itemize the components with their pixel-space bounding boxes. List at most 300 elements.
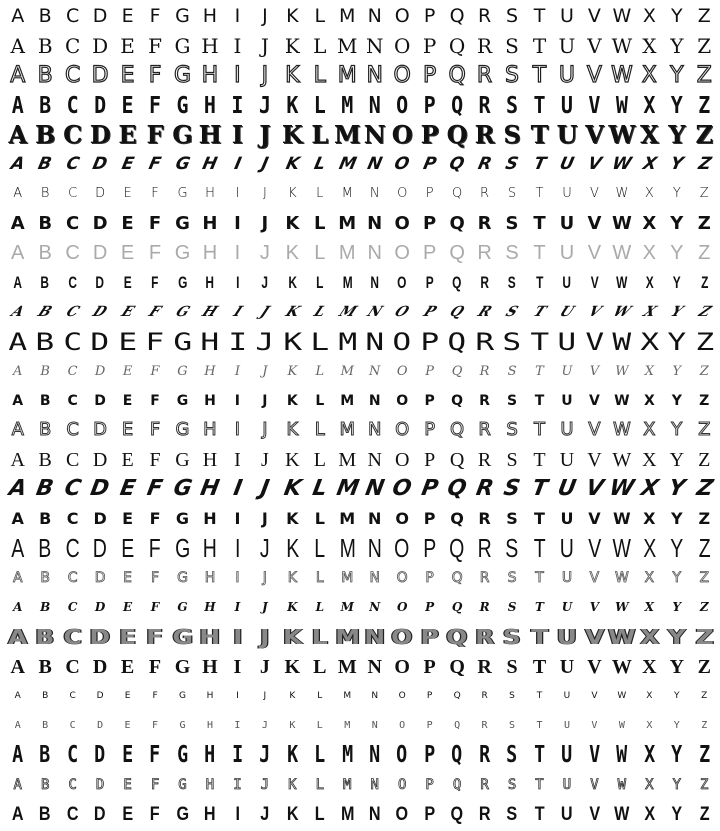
glyph-u: U <box>562 186 572 202</box>
glyph-n: N <box>370 273 380 293</box>
glyph-d: D <box>89 625 111 650</box>
glyph-i: I <box>228 327 247 356</box>
glyph-d: D <box>94 741 106 768</box>
glyph-b: B <box>38 533 52 564</box>
glyph-u: U <box>561 741 573 768</box>
glyph-j: J <box>259 119 271 149</box>
glyph-k: K <box>283 153 302 174</box>
glyph-a: A <box>10 655 25 678</box>
glyph-o: O <box>396 91 409 120</box>
glyph-p: P <box>425 569 434 586</box>
glyph-s: S <box>506 419 518 441</box>
glyph-l: L <box>314 242 326 265</box>
glyph-o: O <box>399 719 406 731</box>
glyph-f: F <box>148 212 162 234</box>
glyph-e: E <box>121 212 134 234</box>
glyph-c: C <box>66 419 79 441</box>
glyph-z: Z <box>697 34 712 59</box>
glyph-c: C <box>65 242 80 265</box>
glyph-t: T <box>536 690 543 701</box>
glyph-q: Q <box>451 363 463 379</box>
glyph-t: T <box>530 327 549 356</box>
glyph-s: S <box>507 600 517 615</box>
glyph-p: P <box>423 508 436 528</box>
font-sample-row <box>4 563 718 593</box>
glyph-j: J <box>261 273 269 293</box>
glyph-c: C <box>67 741 79 768</box>
glyph-t: T <box>530 625 549 650</box>
glyph-w: W <box>616 741 628 768</box>
glyph-s: S <box>506 91 519 120</box>
glyph-b: B <box>39 741 51 768</box>
glyph-b: B <box>40 600 51 615</box>
glyph-w: W <box>616 273 628 293</box>
glyph-r: R <box>478 419 491 441</box>
glyph-g: G <box>176 392 189 409</box>
glyph-y: Y <box>670 533 684 564</box>
glyph-h: H <box>199 625 221 650</box>
glyph-j: J <box>258 476 272 502</box>
glyph-z: Z <box>698 741 710 768</box>
glyph-y: Y <box>672 186 681 202</box>
glyph-r: R <box>476 62 493 88</box>
glyph-t: T <box>535 186 544 202</box>
glyph-x: X <box>644 569 655 586</box>
glyph-x: X <box>639 625 659 650</box>
glyph-n: N <box>368 508 382 528</box>
glyph-p: P <box>424 803 436 825</box>
glyph-h: H <box>200 327 220 356</box>
glyph-c: C <box>66 803 79 825</box>
glyph-s: S <box>509 719 516 731</box>
glyph-e: E <box>121 448 134 471</box>
glyph-b: B <box>38 242 52 265</box>
glyph-q: Q <box>450 508 464 528</box>
glyph-p: P <box>424 419 436 441</box>
glyph-v: V <box>585 153 604 174</box>
glyph-w: W <box>610 153 634 174</box>
glyph-e: E <box>121 419 134 441</box>
glyph-s: S <box>503 625 522 650</box>
glyph-o: O <box>394 5 410 28</box>
glyph-i: I <box>232 153 243 174</box>
glyph-f: F <box>149 741 161 768</box>
glyph-n: N <box>368 91 381 120</box>
glyph-x: X <box>644 186 654 202</box>
glyph-t: T <box>533 242 546 265</box>
glyph-q: Q <box>449 242 465 265</box>
glyph-h: H <box>205 776 215 793</box>
glyph-u: U <box>561 600 573 615</box>
glyph-q: Q <box>447 304 467 321</box>
glyph-w: W <box>610 304 634 321</box>
glyph-o: O <box>395 508 409 528</box>
glyph-h: H <box>203 419 217 441</box>
glyph-l: L <box>314 803 325 825</box>
glyph-z: Z <box>694 476 715 502</box>
glyph-i: I <box>233 34 242 59</box>
glyph-s: S <box>506 448 518 471</box>
glyph-p: P <box>422 242 437 265</box>
glyph-n: N <box>367 448 382 471</box>
glyph-u: U <box>561 392 573 409</box>
glyph-s: S <box>506 655 518 678</box>
glyph-s: S <box>505 62 520 88</box>
glyph-f: F <box>148 34 162 59</box>
glyph-p: P <box>419 476 440 502</box>
glyph-q: Q <box>451 91 464 120</box>
glyph-j: J <box>257 304 272 321</box>
glyph-d: D <box>91 62 109 88</box>
glyph-a: A <box>10 448 25 471</box>
glyph-a: A <box>11 803 24 825</box>
glyph-e: E <box>117 476 138 502</box>
glyph-c: C <box>64 34 81 59</box>
glyph-a: A <box>10 62 26 88</box>
glyph-a: A <box>8 327 28 356</box>
glyph-k: K <box>289 690 296 701</box>
glyph-h: H <box>202 242 218 265</box>
glyph-b: B <box>42 690 49 701</box>
glyph-k: K <box>288 776 297 793</box>
glyph-b: B <box>39 91 52 120</box>
glyph-y: Y <box>671 741 683 768</box>
glyph-p: P <box>424 392 435 409</box>
glyph-w: W <box>617 690 627 701</box>
glyph-d: D <box>89 119 111 149</box>
glyph-o: O <box>392 153 412 174</box>
glyph-r: R <box>478 508 491 528</box>
glyph-k: K <box>286 419 299 441</box>
glyph-v: V <box>587 34 602 59</box>
glyph-i: I <box>230 304 245 321</box>
glyph-k: K <box>286 5 299 28</box>
glyph-z: Z <box>699 569 710 586</box>
glyph-n: N <box>365 34 384 59</box>
glyph-v: V <box>589 569 600 586</box>
glyph-e: E <box>122 600 133 615</box>
glyph-h: H <box>204 600 216 615</box>
glyph-q: Q <box>449 533 465 564</box>
glyph-h: H <box>199 304 221 321</box>
glyph-u: U <box>559 242 575 265</box>
glyph-z: Z <box>701 719 708 731</box>
font-sample-row <box>4 209 718 239</box>
glyph-m: M <box>338 212 357 234</box>
glyph-q: Q <box>451 600 463 615</box>
glyph-b: B <box>39 392 51 409</box>
glyph-o: O <box>391 625 413 650</box>
glyph-a: A <box>14 690 21 701</box>
glyph-n: N <box>368 392 381 409</box>
glyph-h: H <box>204 803 216 825</box>
glyph-g: G <box>177 569 188 586</box>
glyph-j: J <box>260 776 270 793</box>
glyph-a: A <box>11 242 25 265</box>
glyph-h: H <box>200 153 220 174</box>
glyph-k: K <box>284 655 301 678</box>
glyph-h: H <box>203 508 217 528</box>
glyph-s: S <box>507 776 517 793</box>
glyph-u: U <box>561 569 573 586</box>
glyph-o: O <box>390 476 414 502</box>
glyph-i: I <box>231 119 244 149</box>
glyph-e: E <box>124 690 131 701</box>
glyph-g: G <box>177 600 188 615</box>
glyph-g: G <box>174 242 191 265</box>
glyph-x: X <box>645 273 654 293</box>
glyph-a: A <box>8 304 27 321</box>
glyph-x: X <box>644 600 654 615</box>
glyph-p: P <box>420 625 439 650</box>
glyph-k: K <box>285 533 299 564</box>
glyph-o: O <box>396 392 409 409</box>
glyph-u: U <box>557 304 577 321</box>
glyph-d: D <box>92 242 108 265</box>
glyph-u: U <box>556 119 578 149</box>
glyph-z: Z <box>696 62 712 88</box>
glyph-c: C <box>68 186 78 202</box>
glyph-d: D <box>92 212 108 234</box>
glyph-i: I <box>234 392 241 409</box>
glyph-u: U <box>563 719 570 731</box>
font-sample-row <box>4 2 718 32</box>
font-sample-row <box>4 799 718 829</box>
glyph-o: O <box>395 803 409 825</box>
glyph-d: D <box>88 476 112 502</box>
glyph-n: N <box>364 625 386 650</box>
glyph-v: V <box>590 776 599 793</box>
glyph-k: K <box>286 91 299 120</box>
glyph-p: P <box>420 119 439 149</box>
glyph-w: W <box>615 186 629 202</box>
glyph-i: I <box>236 690 239 701</box>
glyph-m: M <box>341 569 354 586</box>
glyph-m: M <box>337 62 357 88</box>
glyph-v: V <box>591 690 598 701</box>
glyph-h: H <box>202 5 218 28</box>
font-sample-row <box>4 652 718 682</box>
glyph-l: L <box>313 448 326 471</box>
glyph-m: M <box>344 719 351 731</box>
glyph-q: Q <box>447 153 467 174</box>
glyph-y: Y <box>671 419 683 441</box>
glyph-r: R <box>475 153 494 174</box>
glyph-u: U <box>558 153 577 174</box>
glyph-i: I <box>235 273 240 293</box>
glyph-l: L <box>314 5 326 28</box>
glyph-r: R <box>479 363 490 379</box>
glyph-d: D <box>90 327 110 356</box>
glyph-m: M <box>341 741 353 768</box>
glyph-c: C <box>65 448 80 471</box>
glyph-y: Y <box>671 803 683 825</box>
glyph-e: E <box>124 719 131 731</box>
glyph-e: E <box>121 533 135 564</box>
glyph-t: T <box>530 304 549 321</box>
glyph-a: A <box>10 34 25 59</box>
glyph-u: U <box>559 533 574 564</box>
glyph-c: C <box>67 392 78 409</box>
glyph-z: Z <box>698 448 711 471</box>
glyph-e: E <box>122 803 133 825</box>
glyph-k: K <box>287 363 298 379</box>
glyph-d: D <box>91 153 110 174</box>
font-sample-row <box>4 150 718 180</box>
glyph-t: T <box>533 533 546 564</box>
font-sample-row <box>4 504 718 534</box>
glyph-l: L <box>315 569 324 586</box>
glyph-m: M <box>337 655 357 678</box>
glyph-o: O <box>397 186 408 202</box>
glyph-s: S <box>505 533 519 564</box>
glyph-s: S <box>509 690 515 701</box>
glyph-b: B <box>40 273 50 293</box>
glyph-w: W <box>611 34 633 59</box>
glyph-r: R <box>481 690 488 701</box>
glyph-d: D <box>94 392 106 409</box>
glyph-x: X <box>646 690 653 701</box>
font-sample-row <box>4 91 718 121</box>
glyph-u: U <box>560 508 574 528</box>
glyph-q: Q <box>451 392 464 409</box>
glyph-q: Q <box>453 690 461 701</box>
glyph-l: L <box>315 600 325 615</box>
glyph-p: P <box>424 741 436 768</box>
glyph-d: D <box>92 34 109 59</box>
glyph-q: Q <box>446 625 468 650</box>
glyph-v: V <box>584 625 605 650</box>
glyph-x: X <box>643 392 655 409</box>
glyph-l: L <box>316 719 323 731</box>
glyph-s: S <box>507 569 517 586</box>
glyph-n: N <box>364 304 385 321</box>
glyph-q: Q <box>454 719 461 731</box>
glyph-d: D <box>94 363 106 379</box>
glyph-v: V <box>588 419 601 441</box>
glyph-y: Y <box>670 5 683 28</box>
glyph-r: R <box>478 91 491 120</box>
glyph-i: I <box>234 600 241 615</box>
glyph-o: O <box>394 533 410 564</box>
glyph-f: F <box>148 655 162 678</box>
glyph-j: J <box>261 719 268 731</box>
glyph-f: F <box>150 803 160 825</box>
glyph-e: E <box>120 242 135 265</box>
glyph-x: X <box>639 327 659 356</box>
glyph-j: J <box>262 5 268 28</box>
font-sample-row <box>4 681 718 711</box>
glyph-p: P <box>421 153 439 174</box>
glyph-l: L <box>311 304 329 321</box>
glyph-m: M <box>338 242 356 265</box>
glyph-w: W <box>614 569 629 586</box>
glyph-o: O <box>397 273 407 293</box>
glyph-y: Y <box>670 242 684 265</box>
glyph-b: B <box>38 448 52 471</box>
glyph-j: J <box>262 600 268 615</box>
glyph-f: F <box>149 91 162 120</box>
glyph-m: M <box>339 5 356 28</box>
glyph-a: A <box>12 569 23 586</box>
glyph-l: L <box>316 273 324 293</box>
font-sample-row <box>4 386 718 416</box>
glyph-s: S <box>506 508 518 528</box>
glyph-g: G <box>174 34 191 59</box>
glyph-t: T <box>533 419 545 441</box>
glyph-o: O <box>393 62 411 88</box>
glyph-v: V <box>583 476 606 502</box>
glyph-r: R <box>477 34 493 59</box>
glyph-b: B <box>37 34 53 59</box>
glyph-f: F <box>150 776 160 793</box>
glyph-l: L <box>314 533 326 564</box>
glyph-v: V <box>591 719 598 731</box>
glyph-f: F <box>152 690 158 701</box>
glyph-l: L <box>314 419 325 441</box>
glyph-b: B <box>38 212 53 234</box>
glyph-g: G <box>178 776 187 793</box>
glyph-v: V <box>588 741 600 768</box>
glyph-g: G <box>173 153 192 174</box>
glyph-m: M <box>339 508 356 528</box>
glyph-n: N <box>367 655 382 678</box>
glyph-v: V <box>588 91 601 120</box>
glyph-g: G <box>176 803 189 825</box>
glyph-d: D <box>94 91 107 120</box>
glyph-b: B <box>40 186 50 202</box>
glyph-y: Y <box>668 153 686 174</box>
glyph-p: P <box>423 655 436 678</box>
glyph-e: E <box>120 655 135 678</box>
glyph-w: W <box>617 776 627 793</box>
glyph-w: W <box>618 719 625 731</box>
glyph-r: R <box>481 719 488 731</box>
glyph-h: H <box>204 363 216 379</box>
glyph-h: H <box>201 62 219 88</box>
glyph-b: B <box>39 419 52 441</box>
glyph-t: T <box>535 569 544 586</box>
glyph-y: Y <box>670 212 684 234</box>
glyph-y: Y <box>672 273 681 293</box>
glyph-r: R <box>477 242 492 265</box>
glyph-y: Y <box>670 91 683 120</box>
glyph-s: S <box>503 119 521 149</box>
glyph-m: M <box>339 533 356 564</box>
glyph-t: T <box>535 363 544 379</box>
glyph-b: B <box>40 569 50 586</box>
glyph-j: J <box>263 690 267 701</box>
glyph-u: U <box>563 690 571 701</box>
glyph-y: Y <box>670 34 684 59</box>
glyph-a: A <box>13 186 23 202</box>
glyph-c: C <box>66 91 79 120</box>
glyph-d: D <box>92 655 108 678</box>
glyph-c: C <box>67 600 78 615</box>
glyph-l: L <box>313 62 326 88</box>
glyph-k: K <box>285 242 299 265</box>
glyph-o: O <box>395 419 410 441</box>
glyph-a: A <box>11 508 24 528</box>
glyph-x: X <box>642 533 656 564</box>
glyph-m: M <box>335 304 359 321</box>
glyph-z: Z <box>695 304 714 321</box>
glyph-i: I <box>233 655 242 678</box>
glyph-t: T <box>533 5 546 28</box>
glyph-f: F <box>150 600 160 615</box>
glyph-c: C <box>65 533 80 564</box>
glyph-x: X <box>643 803 655 825</box>
